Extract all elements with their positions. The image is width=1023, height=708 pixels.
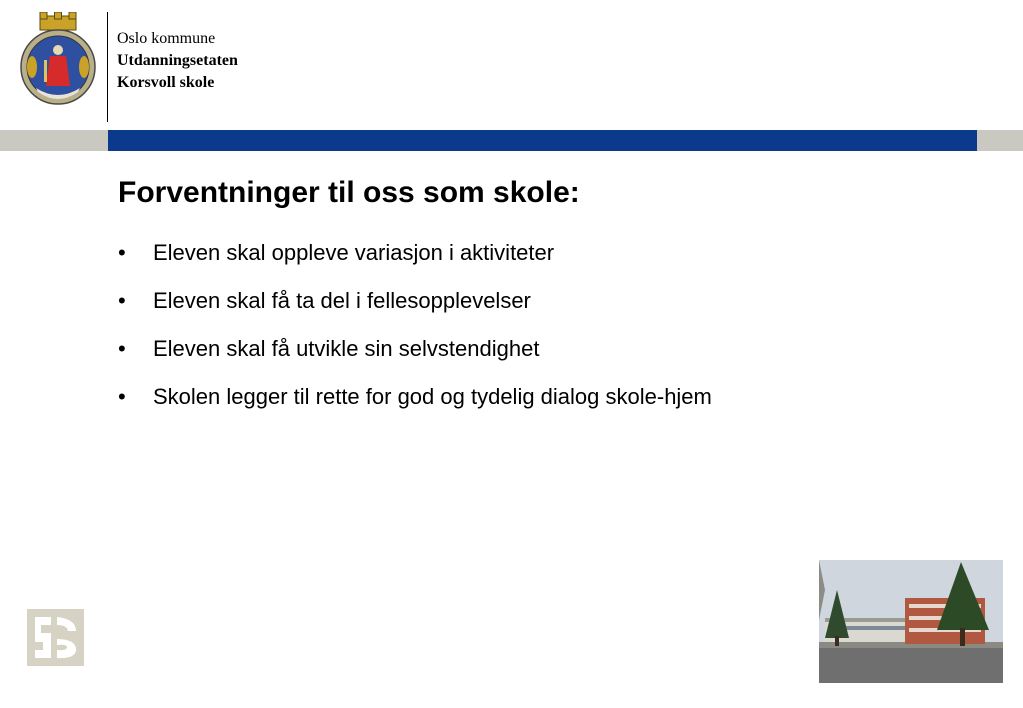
- bullet-dot: •: [118, 240, 126, 265]
- oslo-coat-of-arms-icon: [18, 12, 98, 106]
- banner-bar-left: [0, 130, 108, 151]
- bullet-item: [118, 382, 712, 430]
- bullet-text: Eleven skal få utvikle sin selvstendighet: [153, 336, 540, 361]
- bullet-text: Eleven skal oppleve variasjon i aktiviteter: [153, 240, 555, 265]
- header-divider: [107, 12, 108, 122]
- bullet-item: [118, 286, 712, 334]
- school-photo: [819, 560, 1003, 683]
- bullet-text: Eleven skal få ta del i fellesopplevelser: [153, 288, 531, 313]
- bullet-item: [118, 238, 712, 286]
- bullet-dot: •: [118, 288, 126, 313]
- org-line-2: Utdanningsetaten: [117, 52, 238, 69]
- bullet-dot: •: [118, 336, 126, 361]
- org-line-3: Korsvoll skole: [117, 74, 215, 91]
- oslo-emblem-icon: [27, 609, 84, 666]
- banner-bar: [108, 130, 977, 151]
- bullet-list: [118, 238, 712, 430]
- banner-bar-right: [977, 130, 1023, 151]
- bullet-text: Skolen legger til rette for god og tydelig dialog skole-hjem: [153, 384, 712, 409]
- bullet-item: [118, 334, 712, 382]
- org-line-1: Oslo kommune: [117, 30, 216, 47]
- organization-name: [117, 28, 238, 94]
- bullet-dot: •: [118, 384, 126, 409]
- slide-title: Forventninger til oss som skole:: [118, 176, 580, 209]
